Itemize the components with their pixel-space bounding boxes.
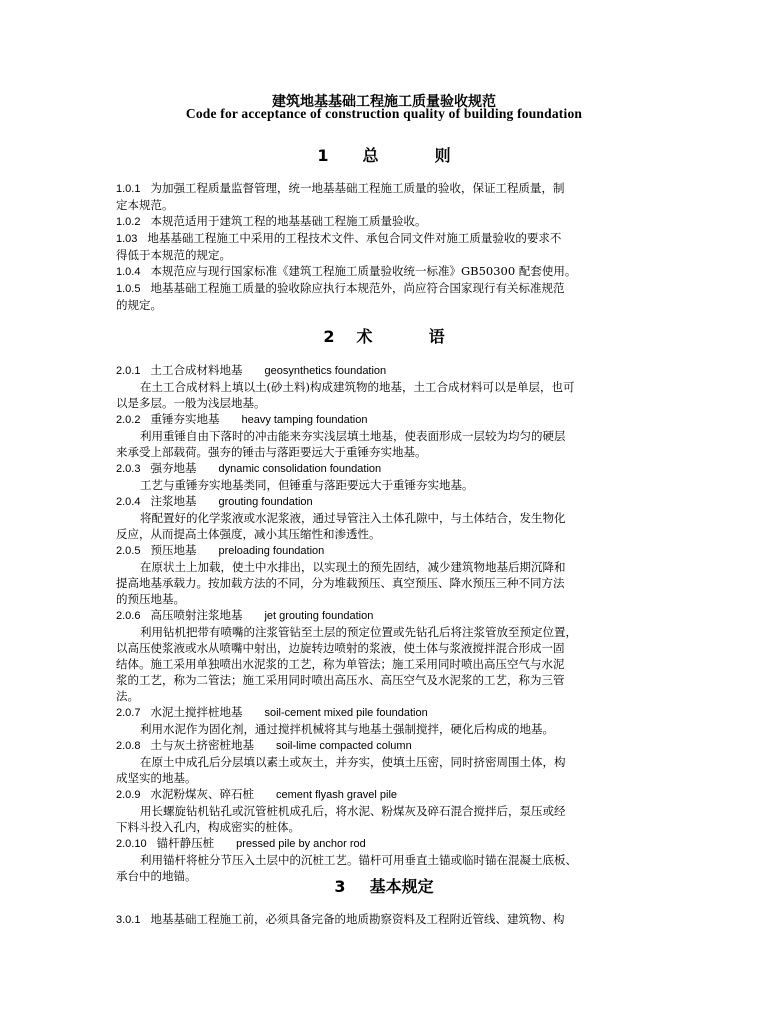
chapter-3-body	[116, 911, 646, 928]
chapter-number: 3	[334, 877, 346, 896]
document-title-cn: 建筑地基基础工程施工质量验收规范	[272, 94, 496, 110]
term-body-line: 以是多层。一般为浅层地基。	[116, 396, 266, 410]
term-heading: 2.0.9 水泥粉煤灰、碎石桩 cement flyash gravel pile	[116, 787, 398, 801]
term-heading: 2.0.1 土工合成材料地基 geosynthetics foundation	[116, 363, 387, 377]
clause-line: 1.0.5 地基基础工程施工质量的验收除应执行本规范外，尚应符合国家现行有关标准规范	[116, 281, 565, 295]
term-body-line: 结体。施工采用单独喷出水泥浆的工艺，称为单管法；施工采用同时喷出高压空气与水泥	[116, 657, 565, 671]
term-body-line: 利用重锤自由下落时的冲击能来夯实浅层填土地基，使表面形成一层较为均匀的硬层	[140, 429, 566, 443]
term-body-line: 利用钻机把带有喷嘴的注浆管钻至土层的预定位置或先钻孔后将注浆管放至预定位置，	[140, 625, 577, 639]
chapter-title-part: 总	[362, 146, 379, 165]
term-heading: 2.0.10 锚杆静压桩 pressed pile by anchor rod	[116, 836, 366, 850]
term-body-line: 将配置好的化学浆液或水泥浆液，通过导管注入土体孔隙中，与土体结合，发生物化	[140, 511, 566, 525]
term-body-line: 浆的工艺，称为二管法；施工采用同时喷出高压水、高压空气及水泥浆的工艺，称为三管	[116, 673, 565, 687]
chapter-number: 1	[317, 146, 329, 165]
term-heading: 2.0.4 注浆地基 grouting foundation	[116, 494, 313, 508]
term-body-line: 来承受上部载荷。强夯的锤击与落距要远大于重锤夯实地基。	[116, 445, 427, 459]
document-title-en: Code for acceptance of construction quality of building foundation	[185, 106, 583, 121]
term-heading: 2.0.3 强夯地基 dynamic consolidation foundation	[116, 461, 382, 475]
term-body-line: 在土工合成材料上填以土(砂土料)构成建筑物的地基，土工合成材料可以是单层，也可	[140, 380, 575, 394]
chapter-title-part: 术	[356, 327, 373, 346]
term-body-line: 利用锚杆将桩分节压入土层中的沉桩工艺。锚杆可用垂直土锚或临时锚在混凝土底板、	[140, 853, 577, 867]
term-body-line: 在原状土上加载，使土中水排出，以实现土的预先固结，减少建筑物地基后期沉降和	[140, 560, 566, 574]
term-body-line: 在原土中成孔后分层填以素土或灰土，并夯实，使填土压密，同时挤密周围土体，构	[140, 755, 566, 769]
term-body-line: 提高地基承载力。按加载方法的不同，分为堆载预压、真空预压、降水预压三种不同方法	[116, 576, 565, 590]
chapter-1-heading	[0, 143, 768, 166]
clause-line: 3.0.1 地基基础工程施工前，必须具备完备的地质勘察资料及工程附近管线、建筑物、构	[116, 912, 565, 926]
term-body-line: 的预压地基。	[116, 592, 185, 606]
term-body-line: 利用水泥作为固化剂，通过搅拌机械将其与地基土强制搅拌，硬化后构成的地基。	[140, 722, 554, 736]
clause-line: 的规定。	[116, 298, 162, 312]
term-body-line: 承台中的地锚。	[116, 869, 197, 883]
term-heading: 2.0.6 高压喷射注浆地基 jet grouting foundation	[116, 608, 374, 622]
term-body-line: 以高压使浆液或水从喷嘴中射出，边旋转边喷射的浆液，使土体与浆液搅拌混合形成一固	[116, 641, 565, 655]
chapter-title: 基本规定	[369, 877, 434, 896]
clause-line: 定本规范。	[116, 198, 174, 212]
chapter-1-body	[116, 180, 646, 313]
chapter-title-part: 则	[434, 146, 451, 165]
chapter-2-body	[116, 362, 646, 884]
clause-line: 1.0.1 为加强工程质量监督管理，统一地基基础工程施工质量的验收，保证工程质量，制	[116, 181, 565, 195]
clause-line: 1.0.2 本规范适用于建筑工程的地基基础工程施工质量验收。	[116, 214, 427, 228]
term-body-line: 法。	[116, 689, 139, 703]
term-body-line: 用长螺旋钻机钻孔或沉管桩机成孔后，将水泥、粉煤灰及碎石混合搅拌后，泵压或经	[140, 804, 566, 818]
term-body-line: 成坚实的地基。	[116, 771, 197, 785]
term-body-line: 反应，从而提高土体强度，减小其压缩性和渗透性。	[116, 527, 381, 541]
term-heading: 2.0.5 预压地基 preloading foundation	[116, 543, 325, 557]
term-heading: 2.0.7 水泥土搅拌桩地基 soil-cement mixed pile foundation	[116, 705, 428, 719]
clause-line: 得低于本规范的规定。	[116, 248, 231, 262]
term-heading: 2.0.2 重锤夯实地基 heavy tamping foundation	[116, 412, 368, 426]
term-heading: 2.0.8 土与灰土挤密桩地基 soil-lime compacted column	[116, 738, 412, 752]
chapter-3-heading	[0, 874, 768, 897]
term-body-line: 下料斗投入孔内，构成密实的桩体。	[116, 820, 300, 834]
chapter-2-heading	[0, 324, 768, 347]
clause-line: 1.03 地基基础工程施工中采用的工程技术文件、承包合同文件对施工质量验收的要求不	[116, 231, 562, 245]
chapter-title-part: 语	[428, 327, 445, 346]
clause-line: 1.0.4 本规范应与现行国家标准《建筑工程施工质量验收统一标准》GB50300 配套使用。	[116, 264, 577, 278]
term-body-line: 工艺与重锤夯实地基类同，但锤重与落距要远大于重锤夯实地基。	[140, 478, 474, 492]
chapter-number: 2	[323, 327, 335, 346]
